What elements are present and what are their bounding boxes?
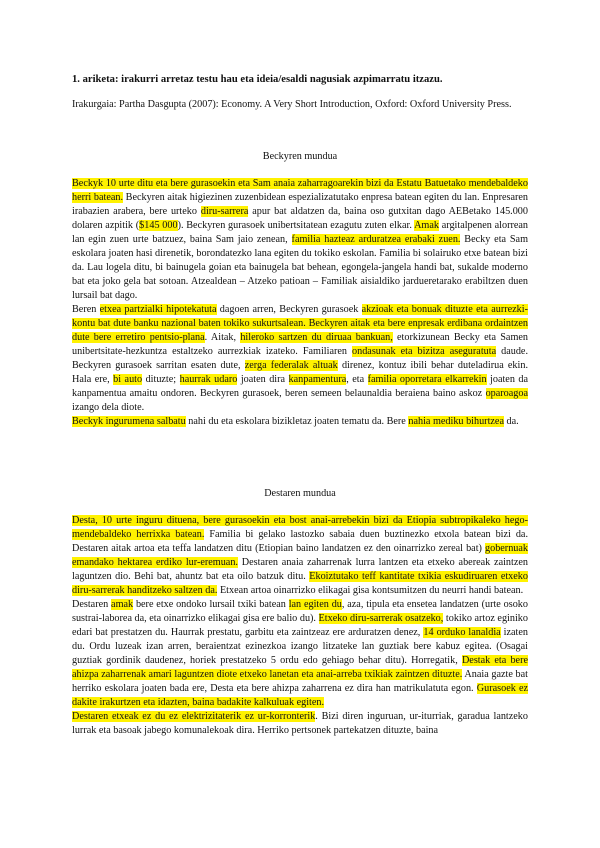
text-run: Destaren anaia zaharrenak lurra lantzen eta etxeko abereak zaintzen laguntzen dio. Behi bat, ahuntz bat eta oilo batzuk ditu.	[72, 557, 528, 582]
highlighted-text: Etxeko diru-sarrerak osatzeko,	[318, 613, 444, 624]
text-run: da.	[503, 416, 519, 427]
text-run: dituzte;	[142, 374, 180, 385]
highlighted-text: bi auto	[113, 374, 143, 385]
highlighted-text: oparoagoa	[485, 388, 528, 399]
text-run: Becky eta Sam eskolara joaten hasi direnetik, borondatezko lana egiten du tokiko eskolan. Familia bi solairuko etxe batean bizi da. Lau logela ditu, bi bainugela goian eta bainugela bat behean, egongela-jangela handi bat, sukalde moderno bat eta joko gela bat sotoan. Atzealdean – Atzeko patioan – Familiak aisialdiko jardueretarako erabiltzen duen lursail bat dago.	[72, 234, 528, 301]
text-run: Familia bi gelako lastozko sabaia duen buztinezko etxola batean bizi da. Destaren aitak artoa eta teffa landatzen ditu (Etiopian baino landatzen ez den oinarrizko zereal bat)	[72, 529, 528, 554]
text-run: , aza, tipula eta enseteа landatzen (urte osoko sustrai-laborea da, eta oinarrizko elikagai gisa ere balio du).	[72, 599, 528, 624]
highlighted-text: kanpamentura	[288, 374, 347, 385]
highlighted-text: $145 000	[139, 220, 178, 231]
text-run: etorkizunean Becky eta Samen unibertsitate-hezkuntza estaltzeko aurrezkiak izateko. Familiaren	[72, 332, 528, 357]
text-run: , eta	[346, 374, 368, 385]
highlighted-text: Beckyk 10 urte ditu eta bere gurasoekin eta Sam anaia zaharragoarekin bizi da Estatu Batuetako mendebaldeko herri batean.	[72, 178, 528, 203]
highlighted-text: familia hazteaz arduratzea erabaki zuen.	[291, 234, 461, 245]
highlighted-text: hileroko sartzen du diruaa bankuan,	[240, 332, 393, 343]
text-run: Beckyren aitak higiezinen zuzenbidean espezializatutako enpresa batean egiten du lan. Enpresaren irabazien arabera, bere urteko	[72, 192, 528, 217]
highlighted-text: lan egiten du	[288, 599, 342, 610]
text-run: Etxean artoa oinarrizko elikagai gisa kontsumitzen du neurri handi batean.	[217, 585, 524, 596]
highlighted-text: etxea partzialki hipotekatuta	[99, 304, 217, 315]
highlighted-text: gobernuak emandako hektarea erdiko lur-eremuan.	[72, 543, 528, 568]
paragraph	[72, 598, 528, 710]
highlighted-text: Destak eta bere ahizpa zaharrenak amari laguntzen diote etxeko lanetan eta anai-arreba txikiak zaintzen dituzte.	[72, 655, 528, 680]
text-run: tokiko artoz eginiko edari bat prestatzen du. Haurrak prestatu, garbitu eta zaintzeaz ere arduratzen denez,	[72, 613, 528, 638]
highlighted-text: Beckyk ingurumena salbatu	[72, 416, 186, 427]
text-run: bere etxe ondoko lursail txiki batean	[133, 599, 289, 610]
highlighted-text: zerga federalak altuak	[244, 360, 338, 371]
paragraph	[72, 177, 528, 303]
highlighted-text: ondasunak eta bizitza aseguratuta	[352, 346, 497, 357]
highlighted-text: 14 orduko lanaldia	[423, 627, 501, 638]
section-title-desta: Destaren mundua	[264, 488, 336, 499]
text-run: Beren	[72, 304, 100, 315]
highlighted-text: haurrak udaro	[179, 374, 238, 385]
highlighted-text: Destaren etxeak ez du ez elektrizitaterik ez ur-korronterik	[72, 711, 316, 722]
text-run: ). Beckyren gurasoek unibertsitatean ezagutu zuten elkar.	[177, 220, 415, 231]
highlighted-text: amak	[111, 599, 134, 610]
text-run: Anaia gazte bat herriko eskolara joaten bada ere, Desta eta bere ahizpa zaharrena ez dira han matrikulatuta egon.	[72, 669, 528, 694]
paragraph	[72, 710, 528, 738]
highlighted-text: nahia mediku bihurtzea	[408, 416, 504, 427]
paragraph	[72, 514, 528, 598]
source-citation: Irakurgaia: Partha Dasgupta (2007): Economy. A Very Short Introduction, Oxford: Oxford University Press.	[72, 99, 512, 110]
text-run: Destaren	[72, 599, 112, 610]
highlighted-text: Desta, 10 urte inguru dituena, bere gurasoekin eta bost anai-arrebekin bizi da Etiopia subtropikaleko hego-mendebaldeko herrixka batean.	[72, 515, 528, 540]
section-becky	[72, 177, 528, 429]
highlighted-text: familia oporretara elkarrekin	[367, 374, 487, 385]
highlighted-text: Amak	[414, 220, 439, 231]
exercise-heading: 1. ariketa: irakurri arretaz testu hau eta ideia/esaldi nagusiak azpimarratu itzazu.	[72, 74, 443, 85]
section-title-becky: Beckyren mundua	[262, 151, 338, 162]
text-run: . Bizi diren inguruan, ur-iturriak, garadua lantzeko lurrak eta basoak jabego komunalekoak dira. Herriko pertsonek partekatzen dituzte, baina	[72, 711, 528, 736]
highlighted-text: akzioak eta bonuak dituzte eta aurrezki-kontu bat dute banku nazional baten tokiko sukurtsalean.	[72, 304, 528, 329]
highlighted-text: Ekoiztutako teff kantitate txikia eskudiruaren etxeko diru-sarrerak handitzeko saltzen da.	[72, 571, 528, 596]
text-run: nahi du eta eskolara bizikletaz joaten tematu da. Bere	[185, 416, 409, 427]
paragraph	[72, 415, 528, 429]
text-run: izaten du. Ordu luzeak izan arren, beraientzat ezinezkoa izango litzateke lan guztiak bere kabuz egitea. (Osagai guztiak gordinik daudenez, horiek prestatzeko 5 ordu edo gehiago behar ditu). Horregatik,	[72, 627, 528, 666]
highlighted-text: Beckyren aitak eta bere enpresak erdibana ordaintzen dute bere erretiro pentsio-plana	[72, 318, 528, 343]
section-desta	[72, 514, 528, 738]
text-run: izango dela diote.	[72, 402, 145, 413]
text-run: joaten dira	[237, 374, 289, 385]
text-run: . Aitak,	[204, 332, 241, 343]
text-run: argitalpenen alorrean lan egin zuen urte batzuez, baina Sam jaio zenean,	[72, 220, 528, 245]
text-run: apur bat aldatzen da, baina oso gutxitan dago AEBetako 145.000 dolaren azpitik (	[72, 206, 528, 231]
text-run: direnez, kontuz ibili behar duteladirua ekin. Hala ere,	[72, 360, 528, 385]
highlighted-text: diru-sarrera	[200, 206, 249, 217]
paragraph	[72, 303, 528, 415]
highlighted-text: Gurasoek ez dakite irakurtzen eta idazten, baina badakite kalkuluak egiten.	[72, 683, 528, 708]
text-run: dagoen arren, Beckyren gurasoek	[216, 304, 362, 315]
text-run: daude. Beckyren gurasoek sarritan esaten dute,	[72, 346, 528, 371]
text-run: joaten da kanpamentua amaitu ondoren. Beckyren gurasoek, beren semeen belaunaldia beraiena baino askoz	[72, 374, 529, 399]
